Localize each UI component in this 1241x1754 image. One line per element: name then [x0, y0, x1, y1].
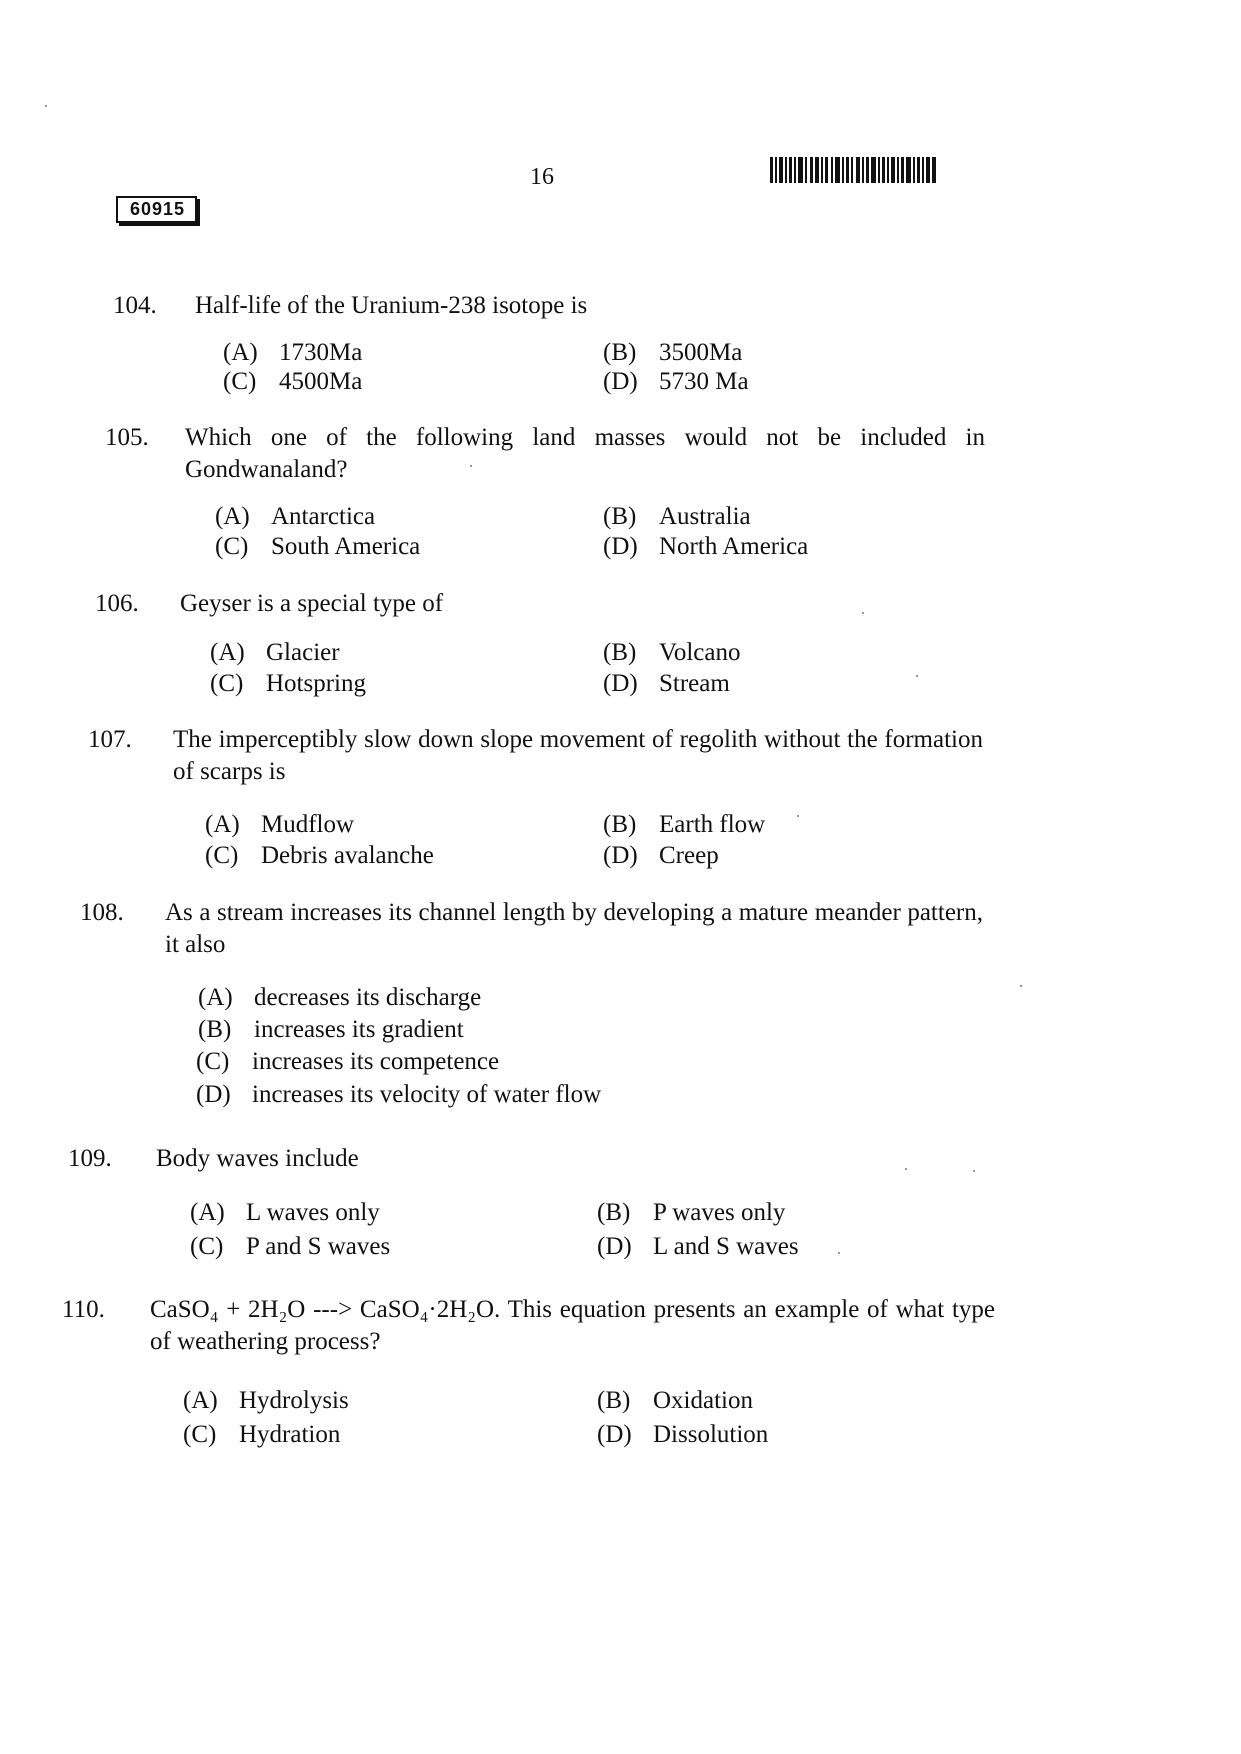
option-d — [603, 367, 749, 397]
option-text: 4500Ma — [279, 368, 363, 395]
option-text: Debris avalanche — [261, 842, 434, 869]
option-a — [223, 338, 362, 368]
option-label: (B) — [597, 1387, 631, 1414]
option-a — [210, 638, 340, 668]
question-number: 110. — [62, 1296, 105, 1323]
option-text: decreases its discharge — [254, 984, 482, 1011]
option-d — [603, 669, 730, 699]
scan-speck — [45, 105, 47, 107]
option-b — [198, 1015, 464, 1045]
option-label: (C) — [223, 368, 257, 395]
option-d — [597, 1420, 768, 1450]
option-c — [215, 532, 420, 562]
option-text: 5730 Ma — [659, 368, 749, 395]
question-number: 107. — [88, 726, 132, 753]
option-text: Mudflow — [261, 811, 355, 838]
option-text: Hydration — [239, 1421, 341, 1448]
option-text: increases its competence — [252, 1048, 500, 1075]
option-c — [183, 1420, 340, 1450]
option-label: (C) — [196, 1048, 230, 1075]
option-c — [223, 367, 362, 397]
option-b — [603, 338, 742, 368]
scan-speck — [973, 1170, 975, 1172]
option-label: (D) — [597, 1233, 632, 1260]
option-text: Volcano — [659, 639, 741, 666]
option-text: Glacier — [266, 639, 340, 666]
option-label: (A) — [223, 339, 258, 366]
question-text: As a stream increases its channel length by developing a mature meander pattern, it also — [165, 899, 983, 958]
option-text: Hydrolysis — [239, 1387, 349, 1414]
option-label: (D) — [603, 368, 638, 395]
option-label: (A) — [190, 1199, 225, 1226]
option-text: Australia — [659, 503, 751, 530]
option-b — [603, 502, 751, 532]
scan-speck — [470, 465, 472, 467]
scan-speck — [838, 1252, 840, 1254]
option-b — [597, 1198, 785, 1228]
barcode-icon — [770, 157, 936, 183]
option-label: (B) — [603, 503, 637, 530]
question-text: Body waves include — [156, 1145, 359, 1172]
option-label: (C) — [190, 1233, 224, 1260]
option-text: increases its velocity of water flow — [252, 1081, 602, 1108]
question-text: CaSO₄ + 2H₂O ---> CaSO₄·2H₂O. This equation presents an example of what type of weathering process? — [150, 1296, 995, 1355]
question-number: 109. — [68, 1145, 112, 1172]
option-label: (D) — [597, 1421, 632, 1448]
option-b — [603, 810, 765, 840]
question-number: 105. — [105, 424, 149, 451]
option-a — [190, 1198, 380, 1228]
scan-speck — [916, 675, 918, 677]
option-label: (A) — [215, 503, 250, 530]
option-text: Earth flow — [659, 811, 766, 838]
option-text: 1730Ma — [279, 339, 363, 366]
question-number: 108. — [80, 899, 124, 926]
option-label: (C) — [205, 842, 239, 869]
option-text: North America — [659, 533, 809, 560]
option-label: (C) — [183, 1421, 217, 1448]
option-text: Oxidation — [653, 1387, 753, 1414]
option-text: Dissolution — [653, 1421, 769, 1448]
option-a — [215, 502, 375, 532]
option-label: (D) — [603, 670, 638, 697]
page-number: 16 — [530, 164, 554, 190]
option-d — [196, 1080, 601, 1110]
option-a — [183, 1386, 349, 1416]
question-number: 104. — [113, 292, 157, 319]
option-b — [597, 1386, 753, 1416]
paper-code-box: 60915 — [116, 196, 197, 223]
option-a — [198, 983, 481, 1013]
option-text: Creep — [659, 842, 719, 869]
option-label: (B) — [603, 339, 637, 366]
option-label: (D) — [196, 1081, 231, 1108]
option-label: (D) — [603, 842, 638, 869]
question-text: The imperceptibly slow down slope movement of regolith without the formation of scarps is — [173, 726, 983, 785]
option-text: Antarctica — [271, 503, 376, 530]
scan-speck — [862, 612, 864, 614]
option-b — [603, 638, 740, 668]
scan-speck — [905, 1168, 907, 1170]
option-text: L waves only — [246, 1199, 380, 1226]
option-text: P waves only — [653, 1199, 786, 1226]
option-text: 3500Ma — [659, 339, 743, 366]
option-label: (C) — [215, 533, 249, 560]
option-label: (B) — [198, 1016, 232, 1043]
option-a — [205, 810, 354, 840]
option-label: (A) — [210, 639, 245, 666]
option-text: L and S waves — [653, 1233, 799, 1260]
option-text: increases its gradient — [254, 1016, 464, 1043]
option-c — [205, 841, 434, 871]
option-text: Hotspring — [266, 670, 366, 697]
option-text: Stream — [659, 670, 730, 697]
option-label: (A) — [198, 984, 233, 1011]
option-label: (D) — [603, 533, 638, 560]
scan-speck — [797, 815, 799, 817]
option-d — [603, 532, 808, 562]
question-number: 106. — [95, 590, 139, 617]
option-c — [196, 1047, 499, 1077]
question-text: Which one of the following land masses would not be included in Gondwanaland? — [185, 424, 985, 483]
option-c — [210, 669, 366, 699]
option-text: P and S waves — [246, 1233, 391, 1260]
option-label: (B) — [603, 639, 637, 666]
option-d — [603, 841, 719, 871]
option-c — [190, 1232, 390, 1262]
option-label: (A) — [183, 1387, 218, 1414]
option-label: (A) — [205, 811, 240, 838]
question-text: Half-life of the Uranium-238 isotope is — [195, 292, 588, 319]
question-text: Geyser is a special type of — [180, 590, 444, 617]
option-label: (B) — [597, 1199, 631, 1226]
option-d — [597, 1232, 799, 1262]
option-label: (C) — [210, 670, 244, 697]
option-text: South America — [271, 533, 421, 560]
scan-speck — [1020, 985, 1022, 987]
option-label: (B) — [603, 811, 637, 838]
